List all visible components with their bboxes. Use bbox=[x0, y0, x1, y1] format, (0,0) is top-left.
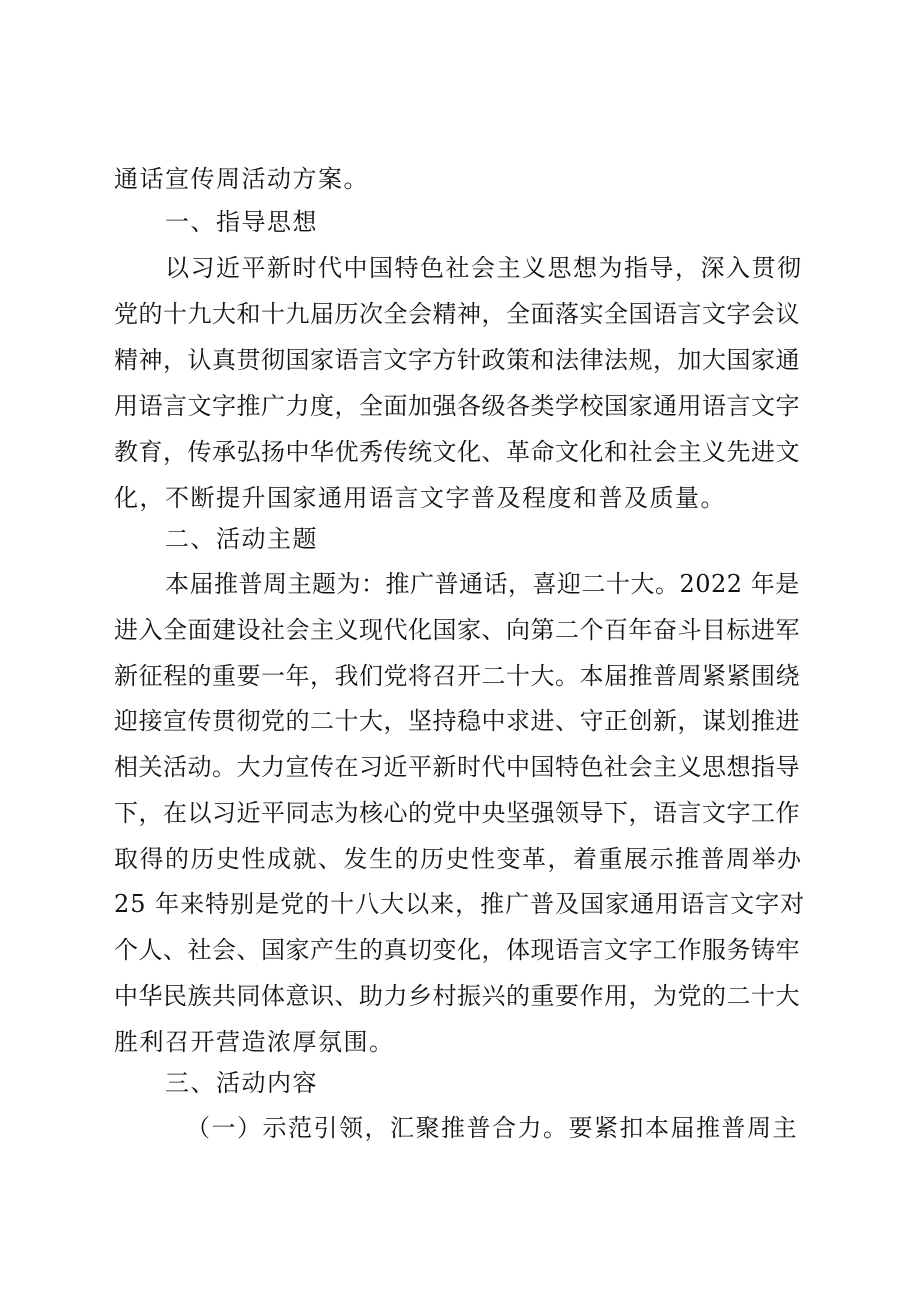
body-line: 个人、社会、国家产生的真切变化，体现语言文字工作服务铸牢 bbox=[114, 936, 800, 964]
section-heading: 三、活动内容 bbox=[165, 1069, 318, 1097]
section-heading: 二、活动主题 bbox=[165, 525, 318, 553]
body-line: 本届推普周主题为：推广普通话，喜迎二十大。2022 年是 bbox=[165, 570, 800, 598]
subsection-line: （一）示范引领，汇聚推普合力。要紧扣本届推普周主 bbox=[186, 1114, 798, 1142]
body-line: 取得的历史性成就、发生的历史性变革，着重展示推普周举办 bbox=[114, 845, 803, 873]
body-line: 胜利召开营造浓厚氛围。 bbox=[114, 1028, 395, 1056]
body-line: 迎接宣传贯彻党的二十大，坚持稳中求进、守正创新，谋划推进 bbox=[114, 707, 800, 735]
body-line: 新征程的重要一年，我们党将召开二十大。本届推普周紧紧围绕 bbox=[114, 662, 800, 690]
body-line: 中华民族共同体意识、助力乡村振兴的重要作用，为党的二十大 bbox=[114, 982, 800, 1010]
body-line: 用语言文字推广力度，全面加强各级各类学校国家通用语言文字 bbox=[114, 392, 800, 420]
section-heading: 一、指导思想 bbox=[165, 208, 318, 236]
body-line: 精神，认真贯彻国家语言文字方针政策和法律法规，加大国家通 bbox=[114, 346, 800, 374]
body-line: 党的十九大和十九届历次全会精神，全面落实全国语言文字会议 bbox=[114, 300, 800, 328]
body-line: 以习近平新时代中国特色社会主义思想为指导，深入贯彻 bbox=[165, 254, 803, 282]
body-line: 教育，传承弘扬中华优秀传统文化、革命文化和社会主义先进文 bbox=[114, 438, 800, 466]
body-line: 下，在以习近平同志为核心的党中央坚强领导下，语言文字工作 bbox=[114, 799, 800, 827]
body-line: 25 年来特别是党的十八大以来，推广普及国家通用语言文字对 bbox=[114, 890, 806, 918]
body-line: 相关活动。大力宣传在习近平新时代中国特色社会主义思想指导 bbox=[114, 753, 800, 781]
body-line: 进入全面建设社会主义现代化国家、向第二个百年奋斗目标进军 bbox=[114, 616, 800, 644]
body-line: 化，不断提升国家通用语言文字普及程度和普及质量。 bbox=[114, 484, 726, 512]
body-line: 通话宣传周活动方案。 bbox=[114, 165, 369, 193]
